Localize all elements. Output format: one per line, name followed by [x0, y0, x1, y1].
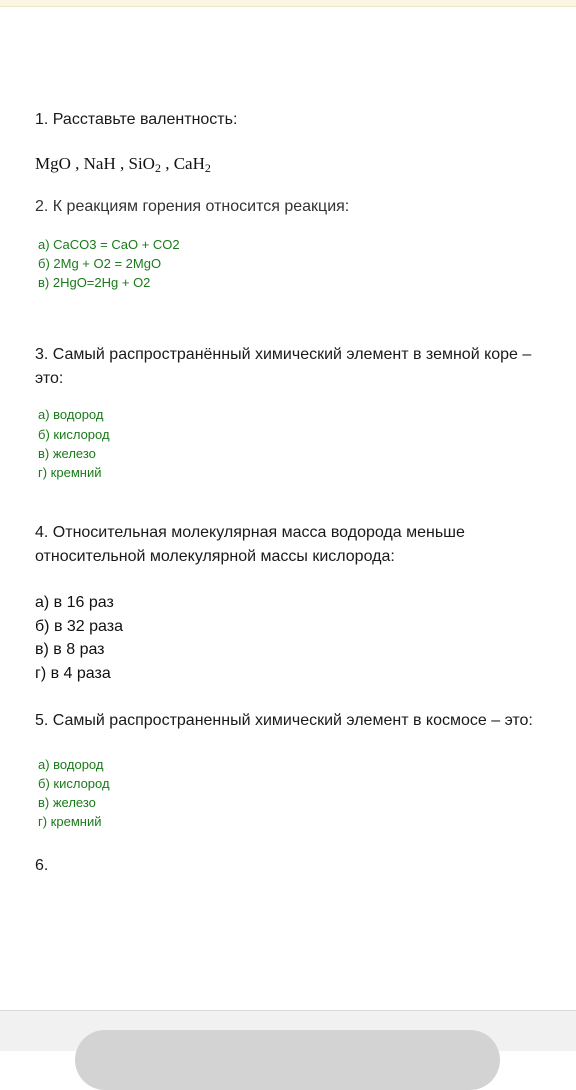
- question-5-option-b: б) кислород: [38, 776, 110, 791]
- question-4-title-line2: относительной молекулярной массы кислорода:: [35, 548, 395, 565]
- question-4-option-d: г) в 4 раза: [35, 665, 111, 682]
- question-1-formula: MgO , NaH , SiO$_2$ , CaH$_2$: [35, 154, 211, 175]
- question-4-title-line1: 4. Относительная молекулярная масса водорода меньше: [35, 524, 465, 541]
- question-3-title-line1: 3. Самый распространённый химический элемент в земной коре –: [35, 346, 532, 363]
- question-4-option-a: а) в 16 раз: [35, 594, 114, 611]
- question-6-title: 6.: [35, 857, 49, 874]
- question-2-option-c: в) 2HgO=2Hg + O2: [38, 275, 151, 290]
- question-5-option-a: а) водород: [38, 757, 104, 772]
- question-1-title: 1. Расставьте валентность:: [35, 111, 238, 128]
- question-4-option-c: в) в 8 раз: [35, 641, 105, 658]
- question-3-option-c: в) железо: [38, 446, 96, 461]
- question-2-title: 2. К реакциям горения относится реакция:: [35, 198, 350, 215]
- question-5-option-d: г) кремний: [38, 814, 102, 829]
- bottom-action-pill[interactable]: [75, 1030, 500, 1090]
- question-4-option-b: б) в 32 раза: [35, 618, 123, 635]
- question-5-option-c: в) железо: [38, 795, 96, 810]
- question-2-option-a: а) CaCO3 = CaO + CO2: [38, 237, 180, 252]
- question-3-option-d: г) кремний: [38, 465, 102, 480]
- question-3-option-b: б) кислород: [38, 427, 110, 442]
- question-2-option-b: б) 2Mg + O2 = 2MgO: [38, 256, 162, 271]
- question-3-title-line2: это:: [35, 370, 64, 387]
- question-3-option-a: а) водород: [38, 407, 104, 422]
- question-5-title: 5. Самый распространенный химический элемент в космосе – это:: [35, 712, 533, 729]
